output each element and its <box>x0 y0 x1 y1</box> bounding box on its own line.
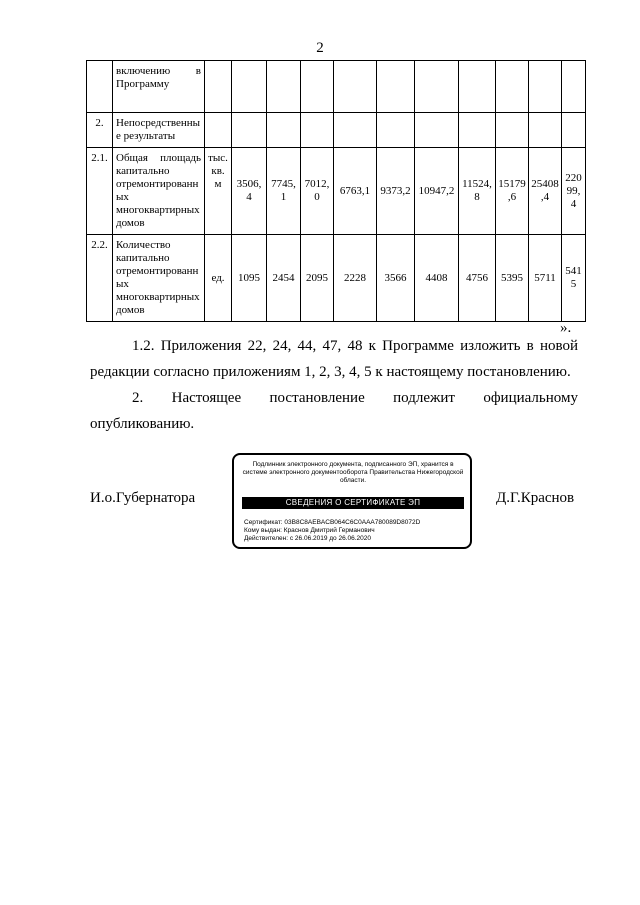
table-row <box>87 61 586 113</box>
cell-value: 2228 <box>334 235 377 322</box>
stamp-details <box>244 519 466 543</box>
paragraph-2-text: 2. Настоящее постановление подлежит официальному опубликованию. <box>90 390 578 432</box>
cell-value: 15179,6 <box>496 148 529 235</box>
paragraph-1-text: 1.2. Приложения 22, 24, 44, 47, 48 к Программе изложить в новой редакции согласно приложениям 1, 2, 3, 4, 5 к настоящему постановлению. <box>90 338 578 380</box>
e-signature-stamp <box>232 453 472 549</box>
table-row <box>87 235 586 322</box>
cell-value: 10947,2 <box>415 148 459 235</box>
cell-value: 1095 <box>232 235 267 322</box>
cell-value: 7012,0 <box>301 148 334 235</box>
cell-value: 3506,4 <box>232 148 267 235</box>
cell-value: 25408,4 <box>529 148 562 235</box>
paragraph-1 <box>90 333 578 385</box>
indicators-table <box>86 60 586 322</box>
row-index: 2.2. <box>87 235 113 322</box>
stamp-valid: Действителен: с 26.06.2019 до 26.06.2020 <box>244 535 372 542</box>
cell-value: 6763,1 <box>334 148 377 235</box>
table-row <box>87 148 586 235</box>
stamp-issued-to: Кому выдан: Краснов Дмитрий Германович <box>244 527 375 534</box>
cell-value: 3566 <box>377 235 415 322</box>
row-name: Количество капитально отремонтированных многоквартирных домов <box>113 235 205 322</box>
cell-value: 11524,8 <box>459 148 496 235</box>
cell-value: 9373,2 <box>377 148 415 235</box>
row-unit: ед. <box>205 235 232 322</box>
cell-value: 7745,1 <box>267 148 301 235</box>
cell-value: 5415 <box>562 235 586 322</box>
row-unit: тыс. кв. м <box>205 148 232 235</box>
stamp-banner: СВЕДЕНИЯ О СЕРТИФИКАТЕ ЭП <box>242 497 464 509</box>
cell-value: 2454 <box>267 235 301 322</box>
row-name: Общая площадь капитально отремонтированных многоквартирных домов <box>113 148 205 235</box>
row-index: 2. <box>87 113 113 148</box>
signer-name: Д.Г.Краснов <box>496 490 575 506</box>
table-row <box>87 113 586 148</box>
cell-value: 22099,4 <box>562 148 586 235</box>
stamp-certificate: Сертификат: 03B8C8AEBACB064C6C0AAA780089D8072D <box>244 519 421 526</box>
paragraph-2 <box>90 385 578 437</box>
cell-value: 4756 <box>459 235 496 322</box>
cell-value: 5711 <box>529 235 562 322</box>
row-index: 2.1. <box>87 148 113 235</box>
page-number: 2 <box>316 40 324 56</box>
cell-value: 4408 <box>415 235 459 322</box>
closing-quote: ». <box>560 320 572 336</box>
row-name: Непосредственные результаты <box>113 113 205 148</box>
cell-value: 2095 <box>301 235 334 322</box>
signer-title: И.о.Губернатора <box>90 490 196 506</box>
row-name: включению в Программу <box>113 61 205 113</box>
cell-value: 5395 <box>496 235 529 322</box>
stamp-note: Подлинник электронного документа, подписанного ЭП, хранится в системе электронного документооборота Правительства Нижегородской области. <box>242 461 464 484</box>
